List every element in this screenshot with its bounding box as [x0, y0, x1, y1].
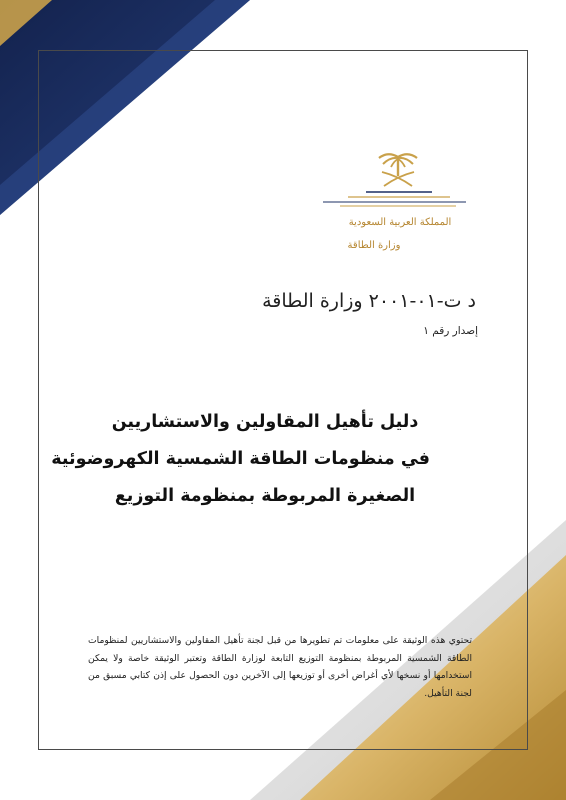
title-line: دليل تأهيل المقاولين والاستشاريين — [111, 412, 419, 432]
ministry-name-text: وزارة الطاقة — [347, 240, 401, 251]
issue-number: إصدار رقم ١ — [423, 325, 478, 337]
disclaimer-paragraph: تحتوي هذه الوثيقة على معلومات تم تطويرها من قبل لجنة تأهيل المقاولين والاستشاريين لمنظومات الطاقة الشمسية المربوطة بمنظومة التوزيع التابعة لوزارة الطاقة وتعتبر الوثيقة خاصة ولا يمكن استخدامها أو نسخها لأي أغراض أخرى أو توزيعها إلى الآخرين دون الحصول على إذن كتابي مسبق من لجنة التأهيل. — [88, 635, 472, 699]
document-title — [51, 404, 430, 515]
kingdom-name-text: المملكة العربية السعودية — [348, 217, 452, 228]
horizon-lines — [323, 192, 466, 206]
title-line: الصغيرة المربوطة بمنظومة التوزيع — [114, 486, 416, 506]
ministry-logo — [318, 152, 468, 262]
document-code: د ت-٠١-٢٠٠١ وزارة الطاقة — [262, 290, 476, 312]
title-line: في منظومات الطاقة الشمسية الكهروضوئية — [51, 449, 430, 469]
